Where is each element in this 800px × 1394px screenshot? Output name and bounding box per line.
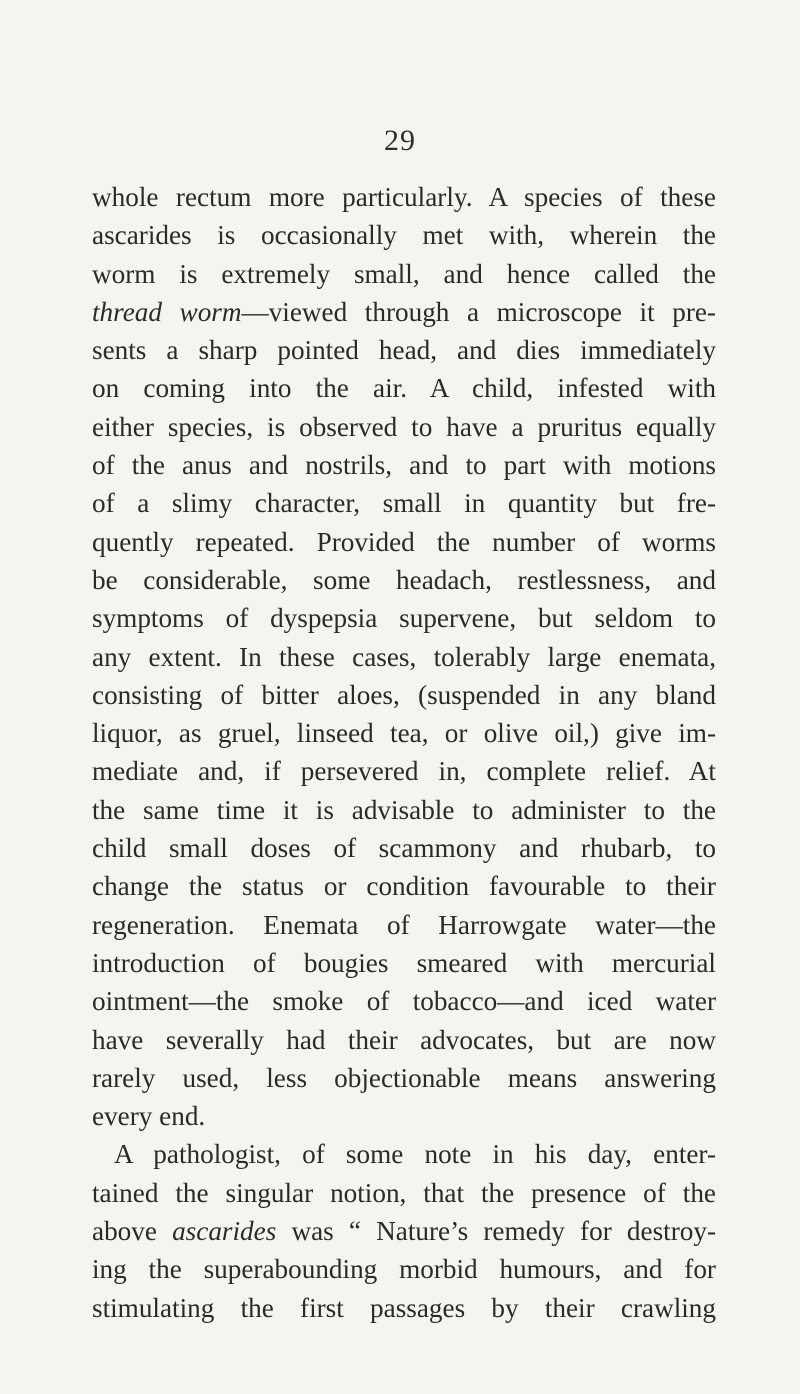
text-line: of the anus and nostrils, and to part with motions xyxy=(92,450,716,481)
text-line: child small doses of scammony and rhubarb, to xyxy=(92,833,716,864)
text-line: change the status or condition favourable to their xyxy=(92,871,716,902)
text-line: sents a sharp pointed head, and dies immediately xyxy=(92,335,716,366)
text-line: either species, is observed to have a pruritus equally xyxy=(92,411,716,442)
text-line: stimulating the first passages by their crawling xyxy=(92,1292,716,1323)
text-line: regeneration. Enemata of Harrowgate water—the xyxy=(92,909,716,940)
text-line: be considerable, some headach, restlessness, and xyxy=(92,564,716,595)
italic-term: ascarides xyxy=(172,1216,277,1247)
text-line: quently repeated. Provided the number of worms xyxy=(92,526,716,557)
text-line: symptoms of dyspepsia supervene, but seldom to xyxy=(92,603,716,634)
text-line: consisting of bitter aloes, (suspended in any bland xyxy=(92,679,716,710)
text-line: whole rectum more particularly. A species of these xyxy=(92,182,716,212)
text-line: ing the superabounding morbid humours, and for xyxy=(92,1254,716,1285)
text-line: tained the singular notion, that the presence of the xyxy=(92,1177,716,1208)
text-line xyxy=(92,1212,716,1250)
text-run: —viewed through a microscope it pre- xyxy=(241,296,716,327)
text-line: ointment—the smoke of tobacco—and iced water xyxy=(92,986,716,1017)
text-line: mediate and, if persevered in, complete relief. At xyxy=(92,756,716,787)
text-run: above xyxy=(92,1216,173,1247)
text-line: any extent. In these cases, tolerably large enemata, xyxy=(92,641,716,672)
text-line: worm is extremely small, and hence called the xyxy=(92,258,716,289)
text-line: A pathologist, of some note in his day, enter- xyxy=(114,1139,716,1170)
text-line: have severally had their advocates, but are now xyxy=(92,1024,716,1055)
text-run: was “ Nature’s remedy for destroy- xyxy=(276,1216,716,1247)
text-line xyxy=(92,293,716,331)
text-line: introduction of bougies smeared with mercurial xyxy=(92,947,716,978)
page-number: 29 xyxy=(384,124,416,157)
text-line: of a slimy character, small in quantity but fre- xyxy=(92,488,716,519)
text-line: the same time it is advisable to administer to the xyxy=(92,794,716,825)
text-line: every end. xyxy=(92,1101,206,1132)
body-text xyxy=(92,178,716,1327)
text-line: on coming into the air. A child, infested with xyxy=(92,373,716,404)
italic-term: thread worm xyxy=(92,296,242,327)
text-line: rarely used, less objectionable means answering xyxy=(92,1062,716,1093)
text-line: liquor, as gruel, linseed tea, or olive oil,) give im- xyxy=(92,718,716,749)
text-line: ascarides is occasionally met with, wherein the xyxy=(92,220,716,251)
